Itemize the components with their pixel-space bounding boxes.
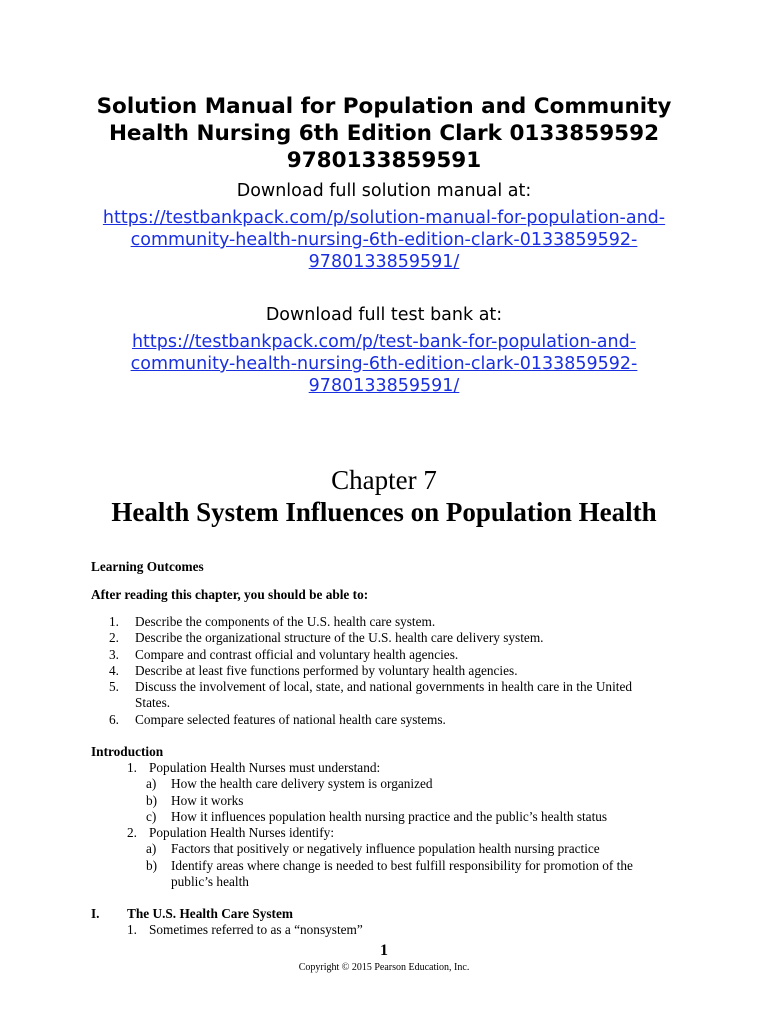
solution-download-label: Download full solution manual at:: [236, 181, 532, 201]
list-text: Describe at least five functions performed by voluntary health agencies.: [135, 662, 518, 678]
list-number: 6.: [109, 711, 119, 727]
sub-list-text: Factors that positively or negatively influence population health nursing practice: [171, 841, 600, 857]
list-number: 1.: [127, 760, 137, 775]
solution-link-line[interactable]: 9780133859591/: [308, 252, 460, 272]
list-number: 5.: [109, 679, 119, 695]
list-number: 2.: [109, 630, 119, 646]
sub-list-letter: a): [146, 776, 157, 792]
solution-download-link[interactable]: [0, 207, 768, 273]
list-text: Compare selected features of national health care systems.: [135, 711, 446, 727]
testbank-download-link[interactable]: [0, 331, 768, 397]
list-text: Sometimes referred to as a “nonsystem”: [149, 922, 363, 937]
list-item: [127, 825, 667, 841]
chapter-heading: Chapter 7: [331, 465, 437, 495]
sub-list-item: [127, 841, 667, 857]
sub-list-item: [127, 793, 667, 809]
sub-list-text: Identify areas where change is needed to best fulfill responsibility for promotion of the public’s health: [171, 857, 633, 890]
list-number: 1.: [127, 922, 137, 937]
learning-outcomes-heading: Learning Outcomes: [91, 559, 204, 574]
list-item: [109, 614, 669, 630]
sub-list-letter: b): [146, 857, 158, 873]
list-text: Population Health Nurses must understand:: [149, 760, 381, 775]
list-item: [109, 647, 669, 663]
sub-list-item: [127, 809, 667, 825]
solution-link-line[interactable]: https://testbankpack.com/p/solution-manual-for-population-and-: [102, 208, 666, 228]
introduction-list: [127, 760, 667, 890]
copyright-notice: Copyright © 2015 Pearson Education, Inc.: [298, 962, 470, 973]
document-title-line: Health Nursing 6th Edition Clark 0133859592: [108, 121, 660, 146]
section-heading: [91, 906, 293, 922]
sub-list-text: How the health care delivery system is organized: [171, 776, 433, 792]
list-text: Population Health Nurses identify:: [149, 825, 335, 841]
list-item: [109, 630, 669, 646]
list-item: [127, 922, 363, 938]
sub-list-text: How it works: [171, 792, 244, 808]
testbank-link-line[interactable]: https://testbankpack.com/p/test-bank-for-population-and-: [131, 332, 637, 352]
list-number: 2.: [127, 825, 137, 841]
section-number: I.: [91, 906, 100, 921]
list-text: Describe the components of the U.S. health care system.: [135, 614, 436, 629]
chapter-subtitle: Health System Influences on Population Health: [111, 497, 657, 527]
list-number: 4.: [109, 662, 119, 678]
testbank-link-line[interactable]: 9780133859591/: [308, 376, 460, 396]
list-item: [127, 760, 667, 776]
sub-list-letter: a): [146, 841, 157, 857]
learning-outcomes-lead: After reading this chapter, you should be able to:: [91, 587, 369, 602]
solution-link-line[interactable]: community-health-nursing-6th-edition-clark-0133859592-: [130, 230, 638, 250]
list-text: Compare and contrast official and voluntary health agencies.: [135, 646, 459, 662]
sub-list-letter: c): [146, 808, 157, 824]
sub-list-letter: b): [146, 792, 158, 808]
list-item: [109, 679, 669, 712]
sub-list-item: [127, 776, 667, 792]
sub-list-text: How it influences population health nursing practice and the public’s health status: [171, 808, 608, 824]
introduction-heading: Introduction: [91, 744, 164, 759]
document-title-line: 9780133859591: [286, 148, 482, 173]
list-item: [109, 663, 669, 679]
page-number: 1: [380, 942, 388, 959]
list-text: Discuss the involvement of local, state, and national governments in health care in the United States.: [135, 679, 633, 711]
testbank-link-line[interactable]: community-health-nursing-6th-edition-clark-0133859592-: [130, 354, 638, 374]
document-title-line: Solution Manual for Population and Community: [96, 94, 672, 119]
sub-list-item: [127, 858, 667, 891]
learning-outcomes-list: [109, 614, 669, 728]
list-number: 1.: [109, 614, 119, 629]
list-item: [109, 712, 669, 728]
list-number: 3.: [109, 646, 119, 662]
list-text: Describe the organizational structure of the U.S. health care delivery system.: [135, 630, 544, 646]
document-title: [0, 93, 768, 174]
testbank-download-label: Download full test bank at:: [265, 305, 503, 325]
section-title: The U.S. Health Care System: [127, 906, 293, 921]
